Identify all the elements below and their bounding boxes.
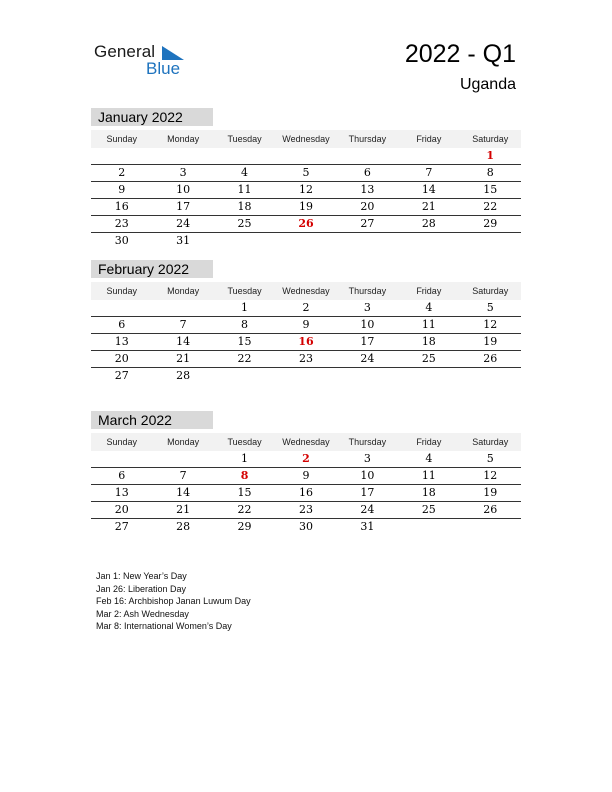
day-cell: 16 — [298, 335, 314, 348]
day-cell: 28 — [176, 520, 191, 533]
week-row — [91, 468, 521, 485]
month-february — [91, 260, 521, 384]
day-cell: 17 — [176, 200, 191, 213]
day-cell: 18 — [421, 486, 436, 499]
week-row — [91, 334, 521, 351]
weekday-label: Thursday — [348, 286, 387, 296]
logo-triangle-icon — [162, 46, 184, 60]
weekday-label: Saturday — [472, 134, 509, 144]
weekday-header — [91, 130, 521, 148]
week-row — [91, 519, 521, 535]
day-cell: 7 — [179, 469, 187, 482]
day-cell: 15 — [483, 183, 498, 196]
generalblue-logo — [94, 42, 194, 78]
day-cell — [398, 233, 459, 249]
holiday-note: Feb 16: Archbishop Janan Luwum Day — [96, 596, 251, 606]
day-cell: 4 — [241, 166, 249, 179]
day-cell: 28 — [421, 217, 436, 230]
day-cell: 7 — [179, 318, 187, 331]
day-cell: 18 — [421, 335, 436, 348]
month-name: February 2022 — [91, 260, 213, 278]
weekday-label: Wednesday — [282, 437, 330, 447]
weekday-label: Saturday — [472, 286, 509, 296]
day-cell: 28 — [176, 369, 191, 382]
day-cell: 19 — [298, 200, 313, 213]
day-cell: 23 — [114, 217, 129, 230]
day-cell: 1 — [241, 452, 249, 465]
day-cell: 14 — [176, 335, 191, 348]
day-cell: 22 — [237, 352, 252, 365]
weekday-label: Friday — [416, 437, 442, 447]
day-cell — [460, 519, 521, 535]
week-row — [91, 165, 521, 182]
weekday-label: Tuesday — [227, 437, 262, 447]
weekday-label: Thursday — [348, 134, 387, 144]
page-title: 2022 - Q1 — [404, 40, 516, 68]
day-cell: 15 — [237, 335, 252, 348]
day-cell — [337, 148, 398, 164]
week-row — [91, 182, 521, 199]
day-cell: 20 — [114, 352, 129, 365]
day-cell: 10 — [360, 318, 375, 331]
day-cell: 29 — [483, 217, 498, 230]
day-cell: 1 — [486, 149, 495, 162]
week-row — [91, 502, 521, 519]
day-cell: 5 — [486, 452, 494, 465]
day-cell: 25 — [421, 503, 436, 516]
day-cell — [214, 233, 275, 249]
weekday-label: Friday — [416, 286, 442, 296]
day-cell: 20 — [114, 503, 129, 516]
week-row — [91, 300, 521, 317]
month-march — [91, 411, 521, 535]
weekday-label: Thursday — [348, 437, 387, 447]
day-cell — [398, 148, 459, 164]
day-cell — [275, 233, 336, 249]
day-cell: 12 — [298, 183, 313, 196]
day-cell: 12 — [483, 469, 498, 482]
day-cell: 9 — [302, 318, 310, 331]
weekday-label: Monday — [167, 134, 200, 144]
day-cell — [152, 300, 213, 316]
day-cell: 22 — [237, 503, 252, 516]
day-cell — [152, 451, 213, 467]
day-cell — [337, 233, 398, 249]
day-cell: 27 — [114, 369, 129, 382]
weekday-label: Monday — [167, 286, 200, 296]
day-cell: 13 — [114, 335, 129, 348]
day-cell: 11 — [237, 183, 252, 196]
weekday-label: Tuesday — [227, 134, 262, 144]
day-cell: 16 — [298, 486, 313, 499]
day-cell: 29 — [237, 520, 252, 533]
day-cell: 26 — [298, 217, 314, 230]
weekday-label: Sunday — [106, 134, 137, 144]
weekday-header — [91, 282, 521, 300]
day-cell: 8 — [240, 469, 249, 482]
day-cell: 21 — [176, 503, 191, 516]
day-cell: 26 — [483, 503, 498, 516]
week-row — [91, 233, 521, 249]
day-cell: 8 — [486, 166, 494, 179]
holiday-notes — [96, 570, 251, 633]
day-cell: 9 — [302, 469, 310, 482]
day-cell: 11 — [421, 469, 436, 482]
month-name: March 2022 — [91, 411, 213, 429]
day-cell: 2 — [302, 452, 310, 465]
day-cell — [398, 519, 459, 535]
day-cell: 16 — [114, 200, 129, 213]
weekday-label: Sunday — [106, 437, 137, 447]
day-cell: 3 — [363, 452, 371, 465]
day-cell: 4 — [425, 452, 433, 465]
logo-blue-text: Blue — [146, 59, 181, 78]
day-cell: 21 — [176, 352, 191, 365]
weekday-label: Wednesday — [282, 134, 330, 144]
day-cell: 19 — [483, 335, 498, 348]
day-cell — [275, 148, 336, 164]
weekday-label: Wednesday — [282, 286, 330, 296]
week-row — [91, 368, 521, 384]
day-cell: 21 — [421, 200, 436, 213]
day-cell — [337, 368, 398, 384]
day-cell: 23 — [298, 352, 313, 365]
day-cell: 26 — [483, 352, 498, 365]
day-cell: 8 — [241, 318, 249, 331]
day-cell: 23 — [298, 503, 313, 516]
day-cell: 2 — [302, 301, 310, 314]
week-row — [91, 199, 521, 216]
week-row — [91, 216, 521, 233]
logo-general-text: General — [94, 42, 156, 61]
weekday-label: Tuesday — [227, 286, 262, 296]
day-cell: 18 — [237, 200, 252, 213]
day-cell: 17 — [360, 486, 375, 499]
day-cell: 5 — [486, 301, 494, 314]
day-cell — [214, 368, 275, 384]
day-cell: 15 — [237, 486, 252, 499]
day-cell: 10 — [360, 469, 375, 482]
week-row — [91, 148, 521, 165]
day-cell — [214, 148, 275, 164]
day-cell: 22 — [483, 200, 498, 213]
day-cell — [91, 300, 152, 316]
month-january — [91, 108, 521, 249]
day-cell: 31 — [360, 520, 375, 533]
holiday-note: Mar 2: Ash Wednesday — [96, 608, 189, 619]
day-cell: 31 — [176, 234, 191, 247]
day-cell: 25 — [421, 352, 436, 365]
day-cell: 17 — [360, 335, 375, 348]
day-cell: 2 — [118, 166, 126, 179]
day-cell: 30 — [114, 234, 129, 247]
day-cell — [460, 233, 521, 249]
weekday-label: Sunday — [106, 286, 137, 296]
day-cell: 7 — [425, 166, 433, 179]
day-cell: 3 — [363, 301, 371, 314]
day-cell: 30 — [298, 520, 313, 533]
day-cell — [275, 368, 336, 384]
day-cell — [91, 148, 152, 164]
day-cell — [91, 451, 152, 467]
day-cell — [398, 368, 459, 384]
month-name: January 2022 — [91, 108, 213, 126]
day-cell: 4 — [425, 301, 433, 314]
week-row — [91, 451, 521, 468]
week-row — [91, 317, 521, 334]
weekday-label: Friday — [416, 134, 442, 144]
day-cell: 9 — [118, 183, 126, 196]
day-cell: 6 — [118, 469, 126, 482]
day-cell: 1 — [241, 301, 249, 314]
day-cell: 14 — [421, 183, 436, 196]
day-cell — [152, 148, 213, 164]
day-cell: 3 — [179, 166, 187, 179]
day-cell: 24 — [176, 217, 191, 230]
day-cell: 12 — [483, 318, 498, 331]
country-name: Uganda — [459, 76, 516, 93]
holiday-note: Jan 26: Liberation Day — [96, 583, 187, 594]
day-cell: 6 — [363, 166, 371, 179]
holiday-note: Mar 8: International Women’s Day — [96, 621, 232, 631]
weekday-header — [91, 433, 521, 451]
day-cell: 25 — [237, 217, 252, 230]
day-cell: 27 — [114, 520, 129, 533]
weekday-label: Monday — [167, 437, 200, 447]
day-cell: 5 — [302, 166, 310, 179]
day-cell: 24 — [360, 503, 375, 516]
day-cell: 13 — [360, 183, 375, 196]
day-cell: 24 — [360, 352, 375, 365]
day-cell: 6 — [118, 318, 126, 331]
week-row — [91, 485, 521, 502]
day-cell — [460, 368, 521, 384]
day-cell: 14 — [176, 486, 191, 499]
day-cell: 27 — [360, 217, 375, 230]
day-cell: 10 — [176, 183, 191, 196]
day-cell: 19 — [483, 486, 498, 499]
day-cell: 11 — [421, 318, 436, 331]
day-cell: 20 — [360, 200, 375, 213]
day-cell: 13 — [114, 486, 129, 499]
holiday-note: Jan 1: New Year’s Day — [96, 571, 187, 581]
week-row — [91, 351, 521, 368]
weekday-label: Saturday — [472, 437, 509, 447]
